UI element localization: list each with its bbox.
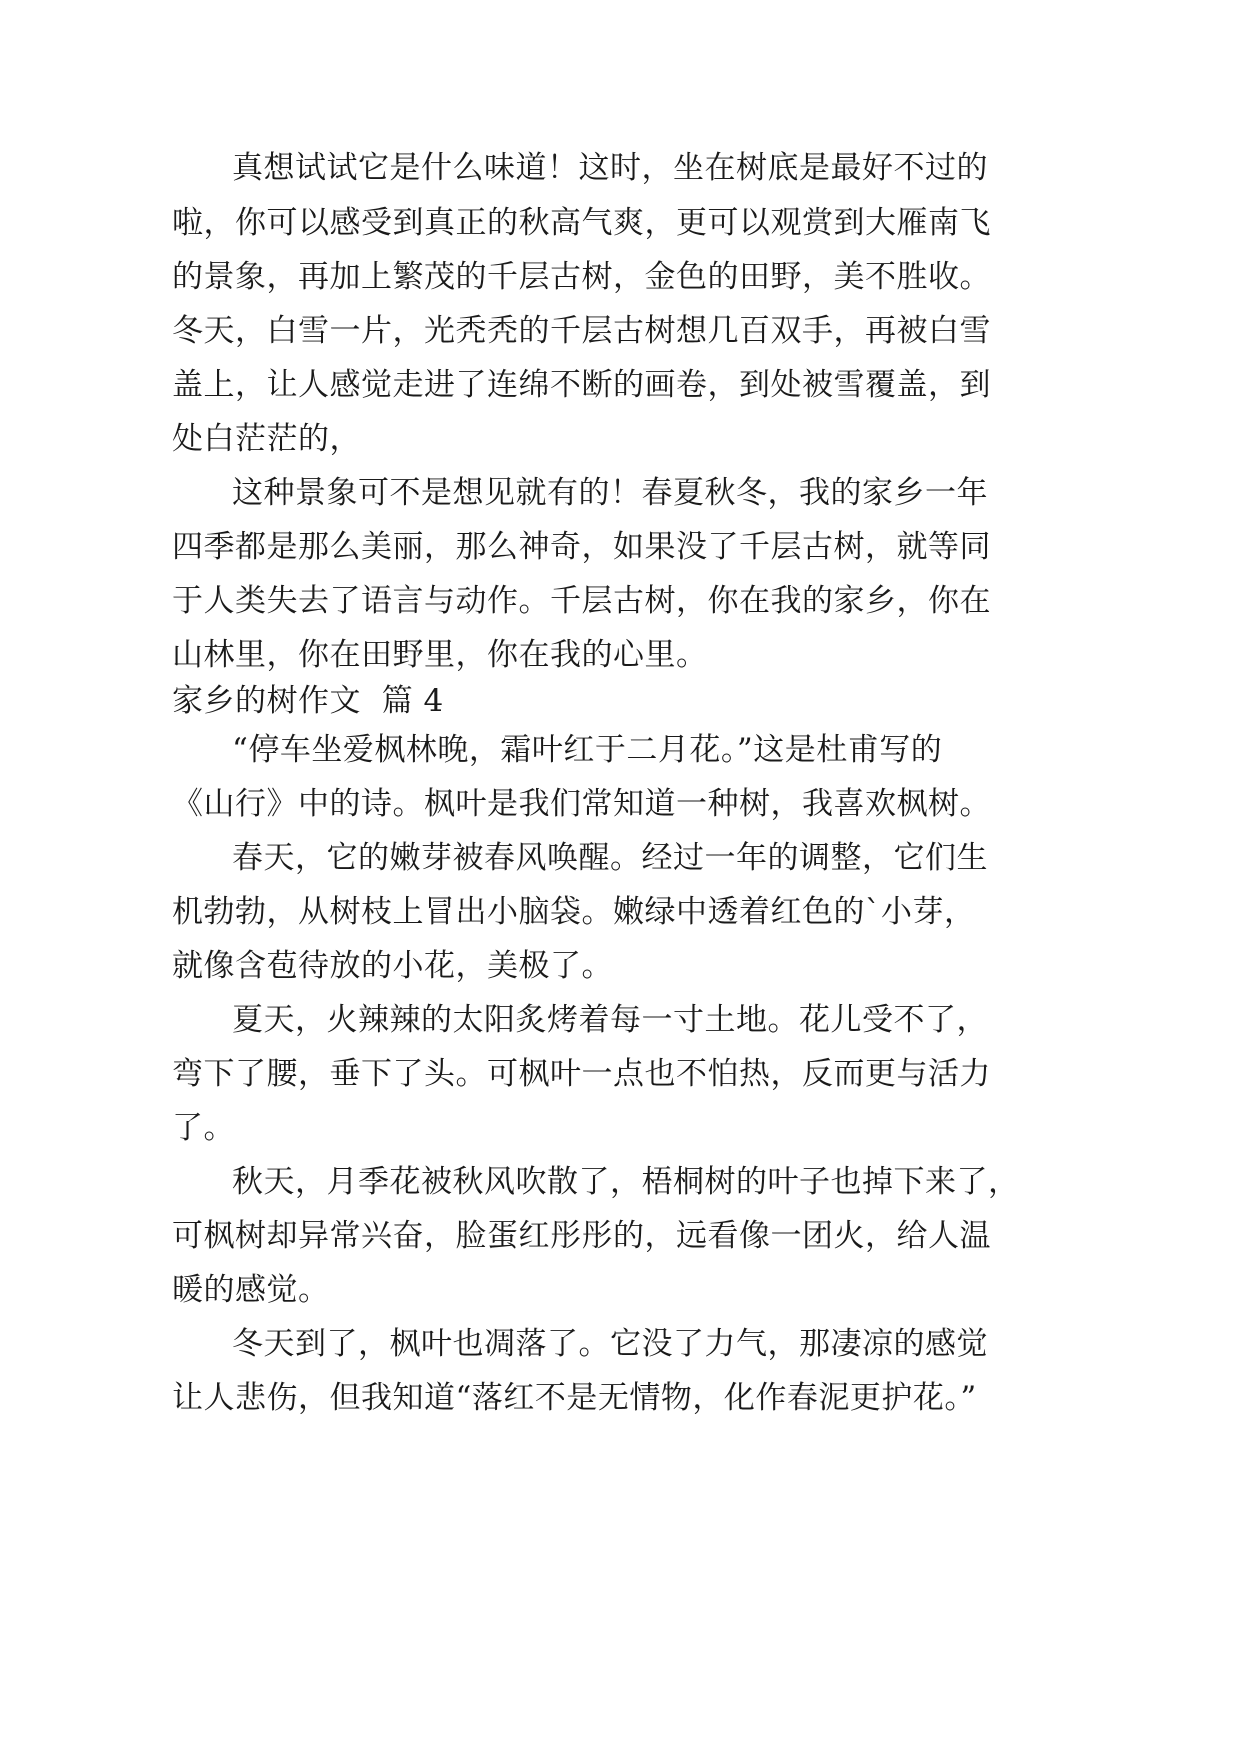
body-line: 啦，你可以感受到真正的秋高气爽，更可以观赏到大雁南飞 xyxy=(172,205,991,241)
body-line: 四季都是那么美丽，那么神奇，如果没了千层古树，就等同 xyxy=(172,529,991,565)
body-line: 秋天，月季花被秋风吹散了，梧桐树的叶子也掉下来了， xyxy=(232,1164,1020,1200)
body-line: 盖上，让人感觉走进了连绵不断的画卷，到处被雪覆盖，到 xyxy=(172,367,991,403)
body-line: 冬天到了，枫叶也凋落了。它没了力气，那凄凉的感觉 xyxy=(232,1326,988,1362)
body-line: 弯下了腰，垂下了头。可枫叶一点也不怕热，反而更与活力 xyxy=(172,1056,991,1092)
body-line: 这种景象可不是想见就有的！春夏秋冬，我的家乡一年 xyxy=(232,475,988,511)
body-line: 山林里，你在田野里，你在我的心里。 xyxy=(172,637,708,673)
body-line: 就像含苞待放的小花，美极了。 xyxy=(172,948,613,984)
body-line: 于人类失去了语言与动作。千层古树，你在我的家乡，你在 xyxy=(172,583,991,619)
body-line: 机勃勃，从树枝上冒出小脑袋。嫩绿中透着红色的`小芽， xyxy=(172,894,976,930)
section-heading: 家乡的树作文 篇 4 xyxy=(172,683,444,719)
body-line: 可枫树却异常兴奋，脸蛋红彤彤的，远看像一团火，给人温 xyxy=(172,1218,991,1254)
body-line: 真想试试它是什么味道！这时，坐在树底是最好不过的 xyxy=(232,150,988,186)
body-line: 处白茫茫的， xyxy=(172,421,361,457)
body-line: 夏天，火辣辣的太阳炙烤着每一寸土地。花儿受不了， xyxy=(232,1002,988,1038)
body-line: 春天，它的嫩芽被春风唤醒。经过一年的调整，它们生 xyxy=(232,840,988,876)
body-line: 了。 xyxy=(172,1110,235,1146)
body-line: “停车坐爱枫林晚，霜叶红于二月花。”这是杜甫写的 xyxy=(232,732,943,768)
body-line: 暖的感觉。 xyxy=(172,1272,330,1308)
body-line: 让人悲伤，但我知道“落红不是无情物，化作春泥更护花。” xyxy=(172,1380,977,1416)
body-line: 的景象，再加上繁茂的千层古树，金色的田野，美不胜收。 xyxy=(172,259,991,295)
body-line: 《山行》中的诗。枫叶是我们常知道一种树，我喜欢枫树。 xyxy=(172,786,991,822)
body-line: 冬天，白雪一片，光秃秃的千层古树想几百双手，再被白雪 xyxy=(172,313,991,349)
